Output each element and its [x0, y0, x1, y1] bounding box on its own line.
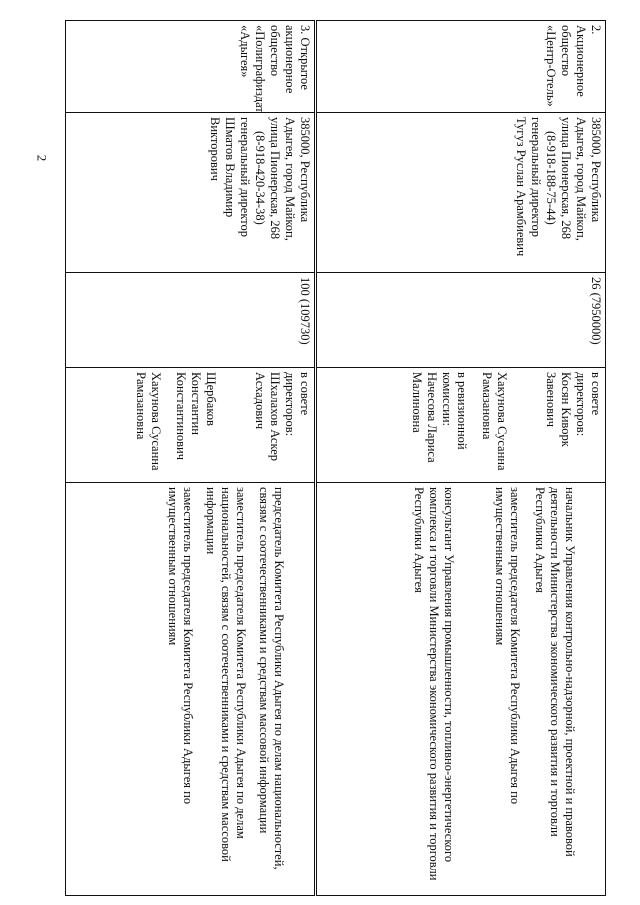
address-text: 385000, Республика Адыгея, город Майкоп, улица Пионерская, 268	[559, 117, 603, 241]
member-position: консультант Управления промышленности, топливно-энергетического комплекса и торговли Министерства экономического развития и торговли Республики Адыгея	[412, 487, 456, 881]
positions-cell	[66, 483, 316, 896]
member-name: Шхалахов Аскер Асхадович	[253, 372, 282, 462]
director-text: генеральный директор Шматов Владимир Викторович	[208, 117, 252, 238]
member-position: начальник Управления контрольно-надзорной, проектной и правовой деятельности Министерства экономического развития и торговли Республики Адыгея	[533, 487, 577, 857]
member-position: заместитель председателя Комитета Республики Адыгея по имущественным отношениям	[166, 487, 195, 805]
phone-text: (8-918-420-34-38)	[253, 131, 267, 225]
org-name-cell	[316, 21, 606, 113]
phone-text: (8-918-188-75-44)	[544, 131, 558, 225]
share-cell	[316, 273, 606, 368]
organizations-table	[65, 20, 606, 896]
rotated-table-container	[66, 20, 606, 895]
member-name: Хакунова Сусанна Рамазановна	[480, 372, 509, 471]
member-position: заместитель председателя Комитета Республики Адыгея по делам национальностей, связям с соотечественниками и средствам массовой информации	[204, 487, 248, 862]
address-text: 385000, Республика Адыгея, город Майкоп, улица Пионерская, 268	[268, 117, 312, 241]
org-name-cell	[66, 21, 316, 113]
org-name: 2. Акционерное общество «Центр-Отель»	[544, 25, 603, 107]
positions-cell	[316, 483, 606, 896]
board-title: в совете директоров:	[283, 372, 312, 437]
director-text: генеральный директор Тугуз Руслан Арамбиевич	[514, 117, 543, 257]
page-number: 2	[34, 154, 50, 162]
member-name: Косян Киворк Завенович	[544, 372, 573, 447]
share-cell	[66, 273, 316, 368]
members-cell	[66, 368, 316, 483]
share-text: 26 (7950000)	[589, 277, 603, 345]
address-cell	[316, 113, 606, 273]
members-cell	[316, 368, 606, 483]
member-position: заместитель председателя Комитета Республики Адыгея по имущественным отношениям	[493, 487, 522, 805]
member-position: председатель Комитета Республики Адыгея по делам национальностей, связям с соотечественниками и средствам массовой информации	[257, 487, 286, 870]
address-cell	[66, 113, 316, 273]
member-name: Щербаков Константин Константинович	[174, 372, 218, 461]
member-name: Хакунова Сусанна Рамазановна	[134, 372, 163, 471]
board-title: в ревизионной комиссии:	[440, 372, 469, 450]
board-title: в совете директоров:	[574, 372, 603, 437]
share-text: 100 (109730)	[298, 277, 312, 345]
table-row	[316, 21, 606, 896]
org-name: 3. Открытое акционерное общество «Полиграфиздат «Адыгея»	[238, 25, 312, 113]
table-row	[66, 21, 316, 896]
member-name: Начесова Лариса Малиновна	[410, 372, 439, 463]
